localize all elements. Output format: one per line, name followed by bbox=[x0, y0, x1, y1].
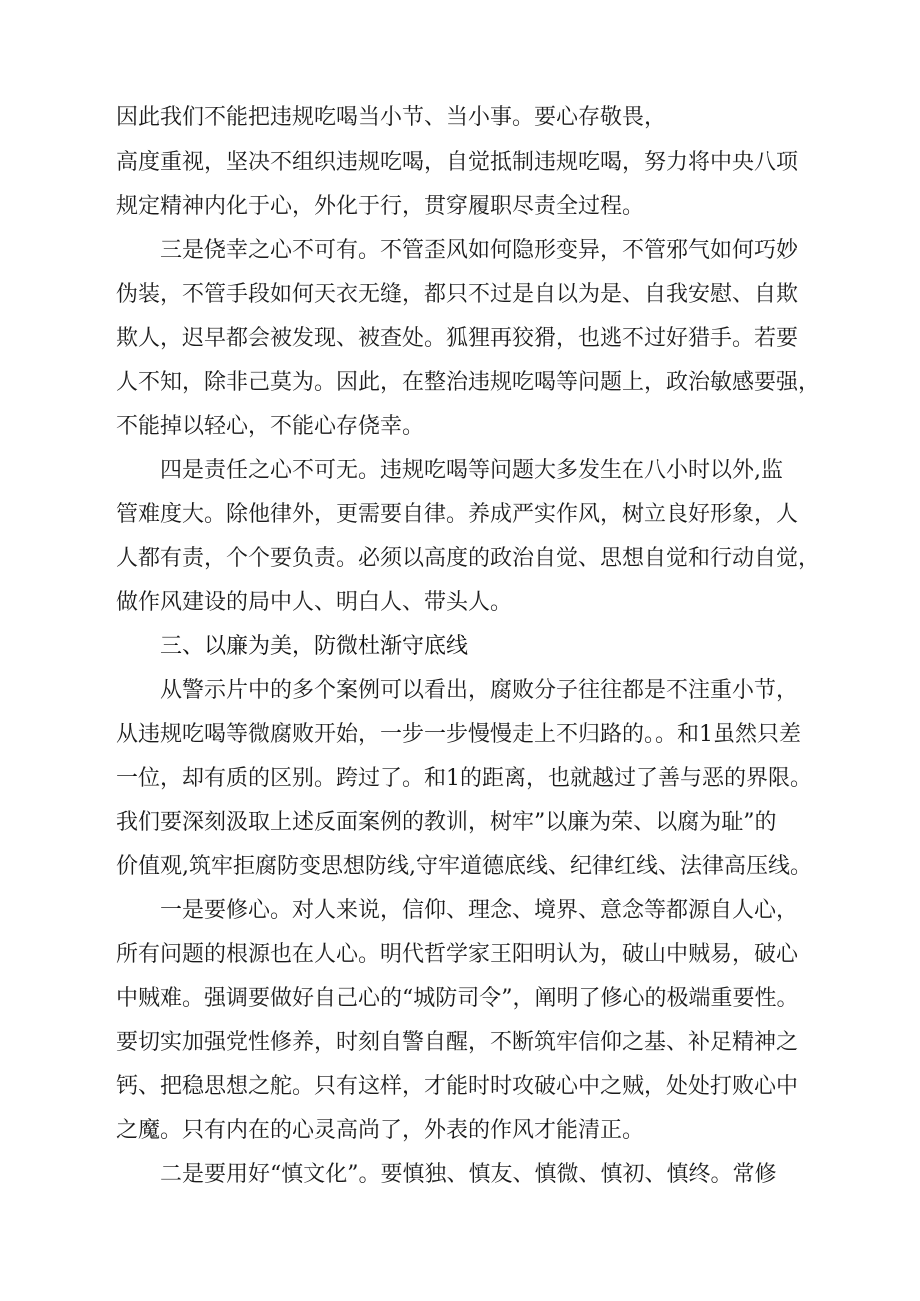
text-line: 从违规吃喝等微腐败开始，一步一步慢慢走上不归路的。。和1虽然只差 bbox=[116, 722, 801, 747]
section-heading: 三、以廉为美，防微杜渐守底线 bbox=[160, 634, 469, 659]
text-line: 之魔。只有内在的心灵高尚了，外表的作风才能清正。 bbox=[116, 1118, 645, 1143]
text-line: 做作风建设的局中人、明白人、带头人。 bbox=[116, 590, 513, 615]
text-line: 伪装，不管手段如何天衣无缝，都只不过是自以为是、自我安慰、自欺 bbox=[116, 282, 799, 307]
text-line: 不能掉以轻心，不能心存侥幸。 bbox=[116, 414, 425, 439]
text-line: 钙、把稳思想之舵。只有这样，才能时时攻破心中之贼，处处打败心中 bbox=[116, 1074, 799, 1099]
text-line: 价值观,筑牢拒腐防变思想防线,守牢道德底线、纪律红线、法律高压线。 bbox=[116, 854, 812, 879]
text-line: 所有问题的根源也在人心。明代哲学家王阳明认为，破山中贼易，破心 bbox=[116, 942, 799, 967]
text-line: 因此我们不能把违规吃喝当小节、当小事。要心存敬畏， bbox=[116, 105, 667, 130]
text-line: 高度重视，坚决不组织违规吃喝，自觉抵制违规吃喝，努力将中央八项 bbox=[116, 150, 799, 175]
text-line: 三是侥幸之心不可有。不管歪风如何隐形变异，不管邪气如何巧妙 bbox=[160, 238, 799, 263]
text-line: 人不知，除非己莫为。因此，在整治违规吃喝等问题上，政治敏感要强， bbox=[116, 370, 821, 395]
text-line: 规定精神内化于心，外化于行，贯穿履职尽责全过程。 bbox=[116, 194, 645, 219]
text-line: 人都有责，个个要负责。必须以高度的政治自觉、思想自觉和行动自觉， bbox=[116, 546, 821, 571]
text-line: 管难度大。除他律外，更需要自律。养成严实作风，树立良好形象，人 bbox=[116, 502, 799, 527]
text-line: 我们要深刻汲取上述反面案例的教训，树牢”以廉为荣、以腐为耻”的 bbox=[116, 810, 777, 835]
text-line: 欺人，迟早都会被发现、被查处。狐狸再狡猾，也逃不过好猎手。若要 bbox=[116, 326, 799, 351]
text-line: 二是要用好“慎文化”。要慎独、慎友、慎微、慎初、慎终。常修 bbox=[160, 1162, 777, 1187]
text-line: 一是要修心。对人来说，信仰、理念、境界、意念等都源自人心， bbox=[160, 898, 799, 923]
text-line: 从警示片中的多个案例可以看出，腐败分子往往都是不注重小节， bbox=[160, 678, 799, 703]
text-line: 一位，却有质的区别。跨过了。和1的距离，也就越过了善与恶的界限。 bbox=[116, 766, 812, 791]
text-line: 要切实加强党性修养，时刻自警自醒，不断筑牢信仰之基、补足精神之 bbox=[116, 1030, 799, 1055]
text-line: 四是责任之心不可无。违规吃喝等问题大多发生在八小时以外,监 bbox=[160, 458, 783, 483]
text-line: 中贼难。强调要做好自己心的“城防司令”，阐明了修心的极端重要性。 bbox=[116, 986, 799, 1011]
